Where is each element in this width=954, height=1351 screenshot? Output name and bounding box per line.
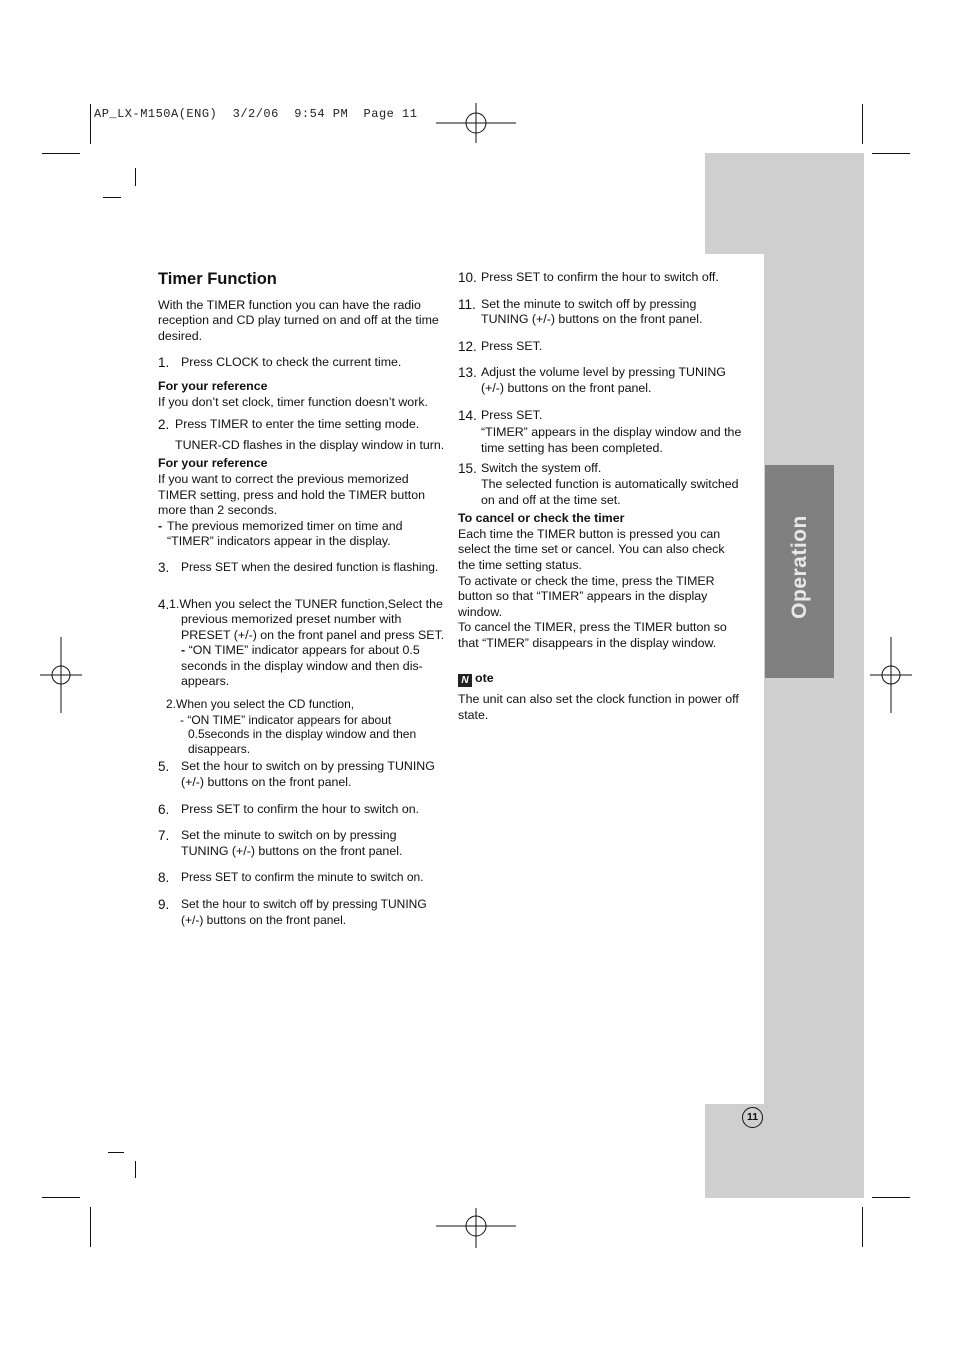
step-text: Set the minute to switch off by pressing TUNING (+/-) buttons on the front panel.	[481, 296, 703, 327]
step-text: Press SET to confirm the hour to switch on.	[181, 801, 420, 816]
step-text: Set the minute to switch on by pressing TUNING (+/-) buttons on the front panel.	[181, 828, 403, 858]
crop-mark	[42, 1197, 80, 1198]
intro-paragraph: With the TIMER function you can have the radio reception and CD play turned on and off at the time desired.	[158, 297, 439, 343]
step-text: Press SET to confirm the hour to switch off.	[481, 270, 719, 284]
step-text: Set the hour to switch on by pressing TUNING (+/-) buttons on the front panel.	[181, 759, 435, 790]
reference-heading: For your reference	[158, 456, 268, 471]
step-4-option-2: 2.When you select the CD function,	[166, 697, 355, 712]
step-8	[158, 870, 446, 886]
step-number: 9.	[158, 897, 170, 912]
registration-mark-top	[436, 103, 516, 143]
step-2	[158, 417, 446, 433]
print-slug: AP_LX-M150A(ENG) 3/2/06 9:54 PM Page 11	[94, 107, 418, 121]
note-label: ote	[475, 671, 494, 686]
step-number: 5.	[158, 759, 170, 775]
crop-mark	[135, 168, 136, 186]
cancel-heading: To cancel or check the timer	[458, 511, 625, 526]
crop-mark	[103, 197, 121, 198]
note-heading	[458, 671, 743, 687]
bullet-text: “ON TIME” indicator appears for about 0.5 seconds in the display window and then dis-appears.	[181, 643, 423, 689]
step-number: 15.	[458, 461, 477, 477]
step-number: 6.	[158, 801, 170, 817]
step-number: 3.	[158, 559, 170, 575]
bullet-dash: -	[158, 518, 163, 533]
reference-text: If you want to correct the previous memorized TIMER setting, press and hold the TIMER button more than 2 seconds.	[158, 471, 425, 518]
left-column	[158, 272, 446, 928]
step-number: 7.	[158, 828, 170, 844]
page-number: 11	[742, 1107, 763, 1128]
step-number: 11.	[458, 296, 476, 312]
reference-text: If you don’t set clock, timer function doesn’t work.	[158, 394, 428, 409]
step-number: 8.	[158, 870, 170, 886]
crop-mark	[90, 104, 91, 144]
step-number: 1.	[158, 355, 170, 371]
step-4	[158, 597, 446, 691]
step-5	[158, 759, 446, 790]
step-text: Adjust the volume level by pressing TUNING (+/-) buttons on the front panel.	[481, 365, 726, 395]
step-15	[458, 461, 743, 508]
crop-mark	[862, 104, 863, 144]
step-14	[458, 408, 743, 457]
section-title: Timer Function	[158, 270, 277, 288]
step-9	[158, 897, 446, 928]
crop-mark	[135, 1161, 136, 1178]
step-6	[158, 802, 446, 818]
registration-mark-left	[40, 637, 82, 713]
cancel-paragraph-1: Each time the TIMER button is pressed you can select the time set or cancel. You can also check the time setting status.	[458, 526, 725, 572]
step-12	[458, 339, 743, 355]
note-icon: N	[458, 674, 472, 687]
step-text: Switch the system off.	[481, 461, 602, 476]
crop-mark	[872, 1197, 910, 1198]
crop-mark	[42, 153, 80, 154]
step-number: 2.	[158, 417, 170, 433]
step-13	[458, 365, 743, 396]
step-15-detail: The selected function is automatically switched on and off at the time set.	[481, 476, 739, 507]
step-text: Press SET.	[481, 407, 543, 422]
registration-mark-right	[870, 637, 912, 713]
cancel-paragraph-3: To cancel the TIMER, press the TIMER button so that “TIMER” disappears in the display window.	[458, 620, 727, 650]
step-number: 10.	[458, 270, 477, 285]
step-text: Press SET when the desired function is flashing.	[181, 559, 439, 574]
step-11	[458, 297, 743, 328]
reference-heading: For your reference	[158, 378, 268, 393]
step-text: Press CLOCK to check the current time.	[181, 355, 402, 370]
step-number: 4.	[158, 596, 170, 612]
step-text: Press SET to confirm the minute to switch on.	[181, 870, 424, 885]
step-4-option-2-bullet: - “ON TIME” indicator appears for about 0.5seconds in the display window and then disappears.	[180, 712, 417, 756]
crop-mark	[90, 1207, 91, 1247]
cancel-paragraph-2: To activate or check the time, press the TIMER button so that “TIMER” appears in the display window.	[458, 573, 715, 619]
bullet-text: The previous memorized timer on time and “TIMER” indicators appear in the display.	[167, 518, 403, 549]
step-14-detail: “TIMER” appears in the display window and the time setting has been completed.	[481, 425, 742, 455]
crop-mark	[872, 153, 910, 154]
step-number: 12.	[458, 338, 477, 354]
step-text: Press SET.	[481, 338, 543, 353]
right-column	[458, 270, 743, 724]
step-number: 13.	[458, 365, 477, 381]
step-7	[158, 828, 446, 859]
note-text: The unit can also set the clock function in power off state.	[458, 692, 739, 723]
step-4-option-1: 1.When you select the TUNER function,Select the previous memorized preset number with PRESET (+/-) on the front panel and press SET.	[169, 596, 445, 642]
reference-bullet	[158, 519, 446, 550]
crop-mark	[108, 1152, 124, 1153]
step-2-detail: TUNER-CD flashes in the display window in turn.	[175, 437, 445, 452]
step-1	[158, 355, 446, 371]
step-text: Press TIMER to enter the time setting mode.	[175, 417, 420, 432]
step-10	[458, 270, 743, 286]
crop-mark	[862, 1207, 863, 1247]
step-text: Set the hour to switch off by pressing TUNING (+/-) buttons on the front panel.	[181, 897, 427, 927]
side-band-bottom	[705, 1104, 864, 1198]
section-tab	[765, 465, 834, 678]
section-tab-label: Operation	[788, 515, 811, 619]
registration-mark-bottom	[436, 1208, 516, 1248]
step-3	[158, 560, 446, 576]
step-number: 14.	[458, 407, 477, 423]
bullet-dash: -	[181, 643, 186, 658]
step-4-option-1-bullet	[181, 643, 446, 690]
